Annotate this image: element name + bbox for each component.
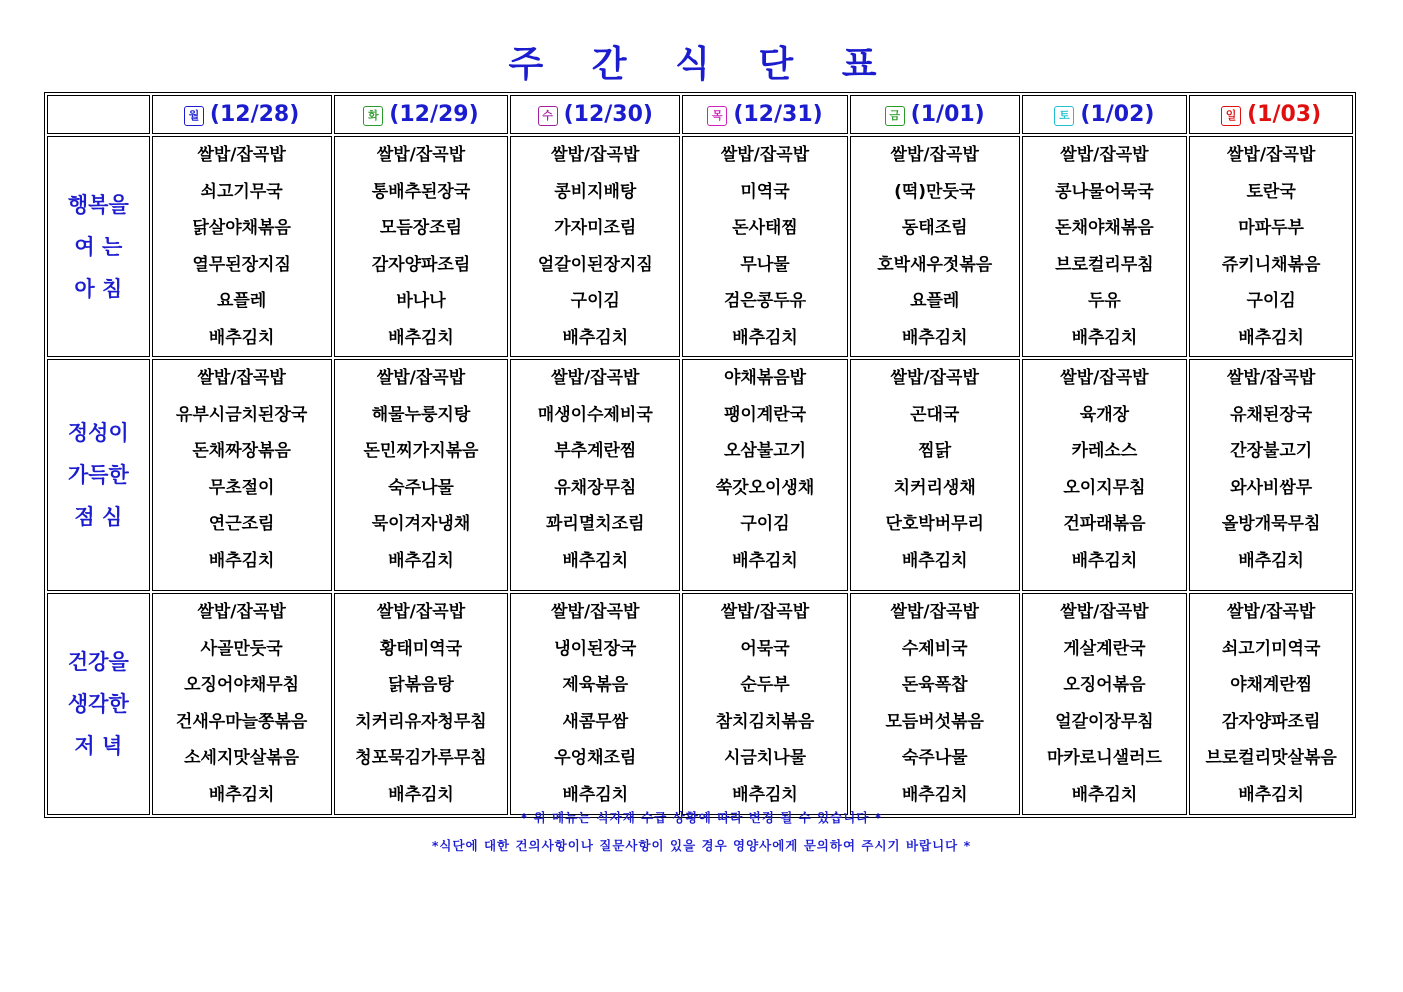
dish-item: 감자양파조림 [371, 254, 471, 275]
dish-item: 쌀밥/잡곡밥 [551, 145, 640, 165]
menu-cell [1189, 593, 1353, 815]
dish-item: 단호박버무리 [885, 514, 984, 534]
dish-item: (떡)만둣국 [894, 181, 976, 202]
day-icon: 일 [1221, 106, 1241, 126]
meal-label-line: 저 녁 [74, 734, 123, 758]
menu-cell [334, 593, 509, 815]
dish-item: 숙주나물 [388, 477, 454, 498]
meal-row [47, 593, 1353, 815]
dish-item: 수제비국 [901, 638, 968, 659]
dish-item: 감자양파조림 [1221, 711, 1321, 732]
day-icon: 수 [538, 106, 558, 126]
dish-item: 콩나물어묵국 [1055, 181, 1154, 202]
dish-item: 치커리유자청무침 [355, 711, 487, 732]
meal-label [47, 593, 150, 815]
day-header [1189, 95, 1353, 134]
dish-item: 동태조림 [901, 218, 968, 238]
notice-line-1: * 위 메뉴는 식자재 수급 상황에 따라 변경 될 수 있습니다 * [520, 810, 883, 825]
dish-item: 구이김 [740, 514, 790, 534]
day-date: (12/28) [209, 102, 300, 127]
dish-item: 배추김치 [208, 784, 275, 805]
menu-cell [682, 593, 848, 815]
dish-item: 쌀밥/잡곡밥 [890, 602, 979, 622]
dish-item: 쇠고기미역국 [1221, 638, 1321, 659]
notice-line-2: *식단에 대한 건의사항이나 질문사항이 있을 경우 영양사에게 문의하여 주시기 바랍니다 * [431, 838, 972, 853]
dish-item: 건새우마늘쫑볶음 [175, 711, 308, 732]
page-title: 주 간 식 단 표 [508, 44, 895, 85]
dish-item: 얼갈이된장지짐 [537, 254, 653, 275]
dish-item: 오삼불고기 [723, 441, 807, 461]
day-header [334, 95, 509, 134]
dish-item: 토란국 [1246, 181, 1296, 202]
dish-item: 브로컬리맛살볶음 [1205, 748, 1337, 768]
dish-item: 건파래볶음 [1063, 514, 1146, 534]
day-icon: 토 [1054, 106, 1074, 126]
menu-cell [1189, 359, 1353, 591]
dish-item: 쌀밥/잡곡밥 [1226, 145, 1316, 165]
dish-item: 꽈리멸치조림 [546, 514, 645, 534]
meal-label-line: 건강을 [67, 650, 129, 674]
dish-item: 쌀밥/잡곡밥 [551, 368, 640, 388]
dish-item: 매생이수제비국 [537, 404, 653, 425]
dish-item: 쥬키니채볶음 [1221, 254, 1321, 275]
dish-item: 쌀밥/잡곡밥 [1060, 145, 1149, 165]
dish-item: 배추김치 [1238, 550, 1304, 571]
dish-item: 콩비지배탕 [554, 181, 637, 202]
dish-item: 배추김치 [388, 784, 454, 805]
dish-item: 오징어볶음 [1063, 675, 1146, 695]
dish-item: 배추김치 [208, 327, 275, 348]
dish-item: 쌀밥/잡곡밥 [1226, 368, 1316, 388]
day-icon: 목 [707, 106, 727, 126]
dish-item: 배추김치 [388, 327, 454, 348]
dish-item: 두유 [1088, 291, 1121, 311]
day-header [152, 95, 332, 134]
dish-item: 브로컬리무침 [1055, 254, 1154, 275]
dish-item: 올방개묵무침 [1221, 514, 1321, 534]
dish-item: 배추김치 [901, 784, 968, 805]
dish-item: 유채된장국 [1230, 404, 1313, 425]
dish-item: 쌀밥/잡곡밥 [890, 368, 979, 388]
dish-item: 쌀밥/잡곡밥 [376, 368, 466, 388]
dish-item: 숙주나물 [901, 748, 968, 768]
dish-item: 닭볶음탕 [388, 675, 454, 695]
dish-item: 모듬버섯볶음 [885, 711, 984, 732]
dish-item: 소세지맛살볶음 [184, 748, 300, 768]
meal-row [47, 136, 1353, 357]
dish-item: 무초절이 [208, 477, 275, 498]
dish-item: 배추김치 [562, 327, 629, 348]
dish-item: 돈사태찜 [732, 218, 798, 238]
day-header [1022, 95, 1188, 134]
day-icon: 월 [184, 106, 204, 126]
day-icon: 화 [363, 106, 383, 126]
dish-item: 쇠고기무국 [200, 181, 283, 202]
menu-cell [682, 136, 848, 357]
dish-item: 통배추된장국 [371, 181, 471, 202]
dish-item: 팽이계란국 [723, 404, 807, 425]
meal-label-line: 가득한 [67, 463, 129, 487]
menu-cell [334, 136, 509, 357]
dish-item: 참치김치볶음 [715, 711, 815, 732]
menu-cell [510, 593, 680, 815]
meal-label-line: 점 심 [74, 505, 123, 529]
dish-item: 사골만둣국 [200, 638, 283, 659]
dish-item: 쌀밥/잡곡밥 [197, 602, 286, 622]
dish-item: 쌀밥/잡곡밥 [1060, 602, 1149, 622]
dish-item: 야채볶음밥 [723, 368, 807, 388]
dish-item: 배추김치 [1071, 550, 1138, 571]
dish-item: 배추김치 [1238, 784, 1304, 805]
dish-item: 배추김치 [388, 550, 454, 571]
dish-item: 배추김치 [1071, 784, 1138, 805]
meal-label-line: 행복을 [67, 192, 129, 217]
dish-item: 쌀밥/잡곡밥 [197, 145, 286, 165]
dish-item: 연근조림 [208, 514, 275, 534]
dish-item: 배추김치 [732, 550, 798, 571]
dish-item: 찜닭 [918, 441, 952, 461]
menu-cell [334, 359, 509, 591]
dish-item: 미역국 [740, 181, 790, 202]
dish-item: 청포묵김가루무침 [355, 748, 487, 768]
menu-cell [850, 136, 1020, 357]
dish-item: 배추김치 [901, 327, 968, 348]
dish-item: 배추김치 [901, 550, 968, 571]
dish-item: 간장불고기 [1230, 441, 1313, 461]
dish-item: 시금치나물 [723, 748, 807, 768]
dish-item: 쌀밥/잡곡밥 [1226, 602, 1316, 622]
day-date: (1/01) [910, 102, 985, 127]
day-header [682, 95, 848, 134]
dish-item: 쌀밥/잡곡밥 [376, 145, 466, 165]
dish-item: 유부시금치된장국 [175, 404, 308, 425]
dish-item: 곤대국 [910, 404, 960, 425]
menu-cell [152, 136, 332, 357]
meal-row [47, 359, 1353, 591]
dish-item: 오이지무침 [1063, 477, 1146, 498]
day-date: (1/03) [1247, 102, 1322, 127]
dish-item: 황태미역국 [379, 638, 463, 659]
dish-item: 돈채짜장볶음 [192, 441, 291, 461]
dish-item: 우엉채조림 [554, 748, 637, 768]
dish-item: 쌀밥/잡곡밥 [197, 368, 286, 388]
dish-item: 배추김치 [208, 550, 275, 571]
meal-label [47, 136, 150, 357]
menu-cell [1022, 593, 1188, 815]
dish-item: 오징어야채무침 [184, 675, 300, 695]
menu-cell [850, 593, 1020, 815]
day-date: (1/02) [1080, 102, 1155, 127]
dish-item: 쌀밥/잡곡밥 [376, 602, 466, 622]
dish-item: 돈민찌가지볶음 [363, 441, 479, 461]
corner-cell [47, 95, 150, 134]
dish-item: 냉이된장국 [554, 638, 637, 659]
dish-item: 게살계란국 [1063, 638, 1146, 659]
menu-cell [1189, 136, 1353, 357]
dish-item: 쌀밥/잡곡밥 [551, 602, 640, 622]
dish-item: 마파두부 [1238, 218, 1304, 238]
dish-item: 카레소스 [1071, 441, 1138, 461]
dish-item: 돈채야채볶음 [1055, 218, 1154, 238]
dish-item: 검은콩두유 [723, 291, 807, 311]
menu-cell [1022, 359, 1188, 591]
dish-item: 야채계란찜 [1230, 675, 1313, 695]
menu-cell [152, 359, 332, 591]
day-date: (12/30) [563, 102, 653, 127]
dish-item: 쌀밥/잡곡밥 [720, 145, 810, 165]
weekly-menu-table [44, 92, 1356, 818]
dish-item: 해물누룽지탕 [371, 404, 471, 425]
dish-item: 새콤무쌈 [562, 711, 629, 732]
dish-item: 배추김치 [1071, 327, 1138, 348]
dish-item: 쌀밥/잡곡밥 [720, 602, 810, 622]
dish-item: 가자미조림 [554, 218, 637, 238]
menu-cell [510, 136, 680, 357]
dish-item: 배추김치 [1238, 327, 1304, 348]
dish-item: 배추김치 [562, 784, 629, 805]
meal-label [47, 359, 150, 591]
dish-item: 쌀밥/잡곡밥 [1060, 368, 1149, 388]
meal-label-line: 아 침 [74, 276, 123, 301]
dish-item: 모듬장조림 [379, 218, 463, 238]
dish-item: 묵이겨자냉채 [371, 514, 471, 534]
dish-item: 배추김치 [562, 550, 629, 571]
menu-cell [850, 359, 1020, 591]
header-row [47, 95, 1353, 134]
dish-item: 배추김치 [732, 327, 798, 348]
menu-cell [510, 359, 680, 591]
day-header [510, 95, 680, 134]
dish-item: 바나나 [396, 291, 446, 311]
menu-cell [1022, 136, 1188, 357]
dish-item: 닭살야채볶음 [192, 218, 291, 238]
dish-item: 열무된장지짐 [192, 254, 291, 275]
meal-label-line: 여 는 [74, 234, 123, 259]
day-header [850, 95, 1020, 134]
dish-item: 제육볶음 [562, 675, 629, 695]
menu-cell [682, 359, 848, 591]
dish-item: 얼갈이장무침 [1055, 711, 1154, 732]
dish-item: 구이김 [1246, 291, 1296, 311]
dish-item: 돈육폭찹 [901, 675, 968, 695]
dish-item: 호박새우젓볶음 [877, 254, 993, 275]
dish-item: 어묵국 [740, 638, 790, 659]
meal-label-line: 정성이 [67, 421, 129, 445]
day-icon: 금 [885, 106, 905, 126]
day-date: (12/29) [389, 102, 479, 127]
dish-item: 부추계란찜 [554, 441, 637, 461]
dish-item: 배추김치 [732, 784, 798, 805]
dish-item: 쑥갓오이생채 [715, 477, 815, 498]
dish-item: 육개장 [1079, 404, 1130, 425]
meal-label-line: 생각한 [67, 692, 129, 716]
dish-item: 쌀밥/잡곡밥 [890, 145, 979, 165]
dish-item: 순두부 [740, 675, 790, 695]
dish-item: 구이김 [570, 291, 620, 311]
dish-item: 요플레 [216, 291, 267, 311]
day-date: (12/31) [733, 102, 823, 127]
dish-item: 유채장무침 [554, 477, 637, 498]
dish-item: 무나물 [740, 254, 790, 275]
dish-item: 요플레 [910, 291, 960, 311]
dish-item: 마카로니샐러드 [1046, 748, 1162, 768]
dish-item: 치커리생채 [893, 477, 976, 498]
dish-item: 와사비쌈무 [1230, 477, 1313, 498]
menu-cell [152, 593, 332, 815]
